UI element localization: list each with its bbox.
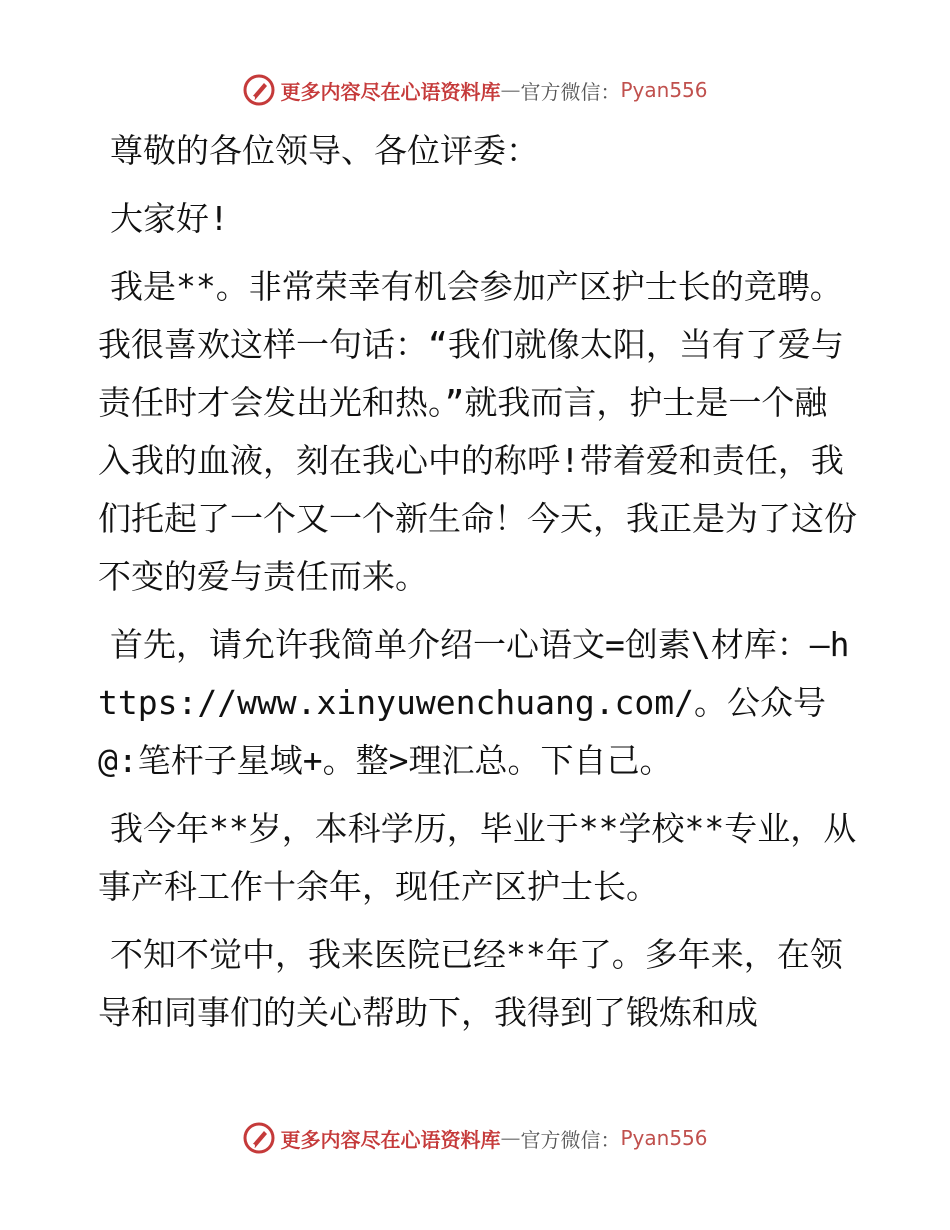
- footer-banner: [0, 1118, 950, 1158]
- body-paragraph: 首先，请允许我简单介绍一心语文=创素\材库：—https://www.xinyuwenchuang.com/。公众号@:笔杆子星域+。整>理汇总。下自己。: [98, 625, 850, 780]
- greeting: 大家好!: [110, 199, 229, 238]
- banner-separator: —: [500, 1126, 521, 1150]
- document-body: [98, 122, 858, 1052]
- pen-nib-logo-icon: [242, 1121, 276, 1155]
- banner-wechat-label: 官方微信：: [520, 1127, 621, 1152]
- pen-nib-logo-icon: [242, 73, 276, 107]
- banner-title: 更多内容尽在心语资料库: [280, 79, 501, 104]
- body-paragraph: 我今年**岁，本科学历，毕业于**学校**专业，从事产科工作十余年，现任产区护士长。: [98, 809, 857, 906]
- banner-wechat-id: Pyan556: [620, 78, 708, 102]
- header-banner: [0, 70, 950, 110]
- banner-title: 更多内容尽在心语资料库: [280, 1127, 501, 1152]
- banner-wechat-id: Pyan556: [620, 1126, 708, 1150]
- banner-wechat-label: 官方微信：: [520, 79, 621, 104]
- salutation: 尊敬的各位领导、各位评委：: [110, 131, 539, 170]
- banner-separator: —: [500, 78, 521, 102]
- body-paragraph: 我是**。非常荣幸有机会参加产区护士长的竞聘。我很喜欢这样一句话：“我们就像太阳，当有了爱与责任时才会发出光和热。”就我而言，护士是一个融入我的血液，刻在我心中的称呼!带着爱和责任，我们托起了一个又一个新生命！今天，我正是为了这份不变的爱与责任而来。: [98, 267, 857, 596]
- body-paragraph: 不知不觉中，我来医院已经**年了。多年来，在领导和同事们的关心帮助下，我得到了锻炼和成: [98, 935, 843, 1032]
